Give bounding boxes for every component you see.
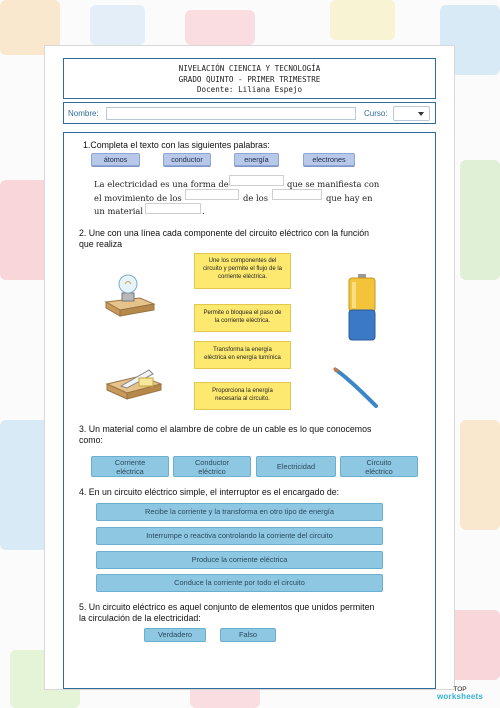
- option-button[interactable]: Conduce la corriente por todo el circuito: [96, 574, 383, 592]
- text-fragment: La electricidad es una forma de: [94, 179, 229, 189]
- question-3-title-cont: como:: [79, 435, 103, 445]
- decor-piece: [185, 10, 255, 45]
- header-teacher: Docente: Liliana Espejo: [196, 85, 303, 94]
- option-button[interactable]: [173, 456, 251, 477]
- bulb-socket-image[interactable]: [100, 268, 160, 318]
- option-text: eléctrica: [116, 467, 144, 476]
- course-dropdown[interactable]: [393, 106, 430, 121]
- question-1-title: 1.Completa el texto con las siguientes palabras:: [83, 140, 270, 150]
- option-text: Conductor: [194, 458, 230, 467]
- decor-piece: [0, 420, 50, 550]
- option-text: eléctrico: [365, 467, 393, 476]
- word-chip[interactable]: energía: [234, 153, 279, 166]
- question-2-title: 2. Une con una línea cada componente del circuito eléctrico con la función: [79, 228, 369, 238]
- option-text: Corriente: [114, 458, 146, 467]
- option-button[interactable]: [91, 456, 169, 477]
- wire-image[interactable]: [332, 366, 382, 411]
- question-4-title: 4. En un circuito eléctrico simple, el interruptor es el encargado de:: [79, 487, 340, 497]
- chevron-down-icon: [418, 112, 424, 116]
- function-text: Permite o bloquea el paso de: [203, 310, 282, 316]
- blank-input[interactable]: [185, 189, 239, 200]
- function-box[interactable]: [194, 341, 291, 369]
- option-button[interactable]: Produce la corriente eléctrica: [96, 551, 383, 569]
- option-button[interactable]: Interrumpe o reactiva controlando la corriente del circuito: [96, 527, 383, 545]
- function-box[interactable]: [194, 382, 291, 410]
- function-text: eléctrica en energía lumínica: [204, 355, 281, 362]
- text-fragment: el movimiento de los: [94, 193, 182, 203]
- word-chip[interactable]: electrones: [303, 153, 355, 166]
- function-text: Transforma la energía: [213, 347, 272, 353]
- switch-image[interactable]: [103, 366, 167, 406]
- header-subject: NIVELACIÓN CIENCIA Y TECNOLOGÍA: [178, 64, 321, 73]
- decor-piece: [90, 5, 145, 45]
- function-text: Une los componentes del: [208, 258, 277, 264]
- question-5-title-cont: la circulación de la electricidad:: [79, 613, 201, 623]
- text-fragment: que hay en: [326, 193, 373, 203]
- decor-piece: [460, 420, 500, 530]
- function-text: la corriente eléctrica.: [214, 318, 271, 325]
- blank-input[interactable]: [145, 203, 201, 214]
- text-fragment: de los: [243, 193, 268, 203]
- function-text: Proporciona la energía: [212, 388, 273, 394]
- name-input[interactable]: [106, 107, 356, 120]
- text-fragment: un material: [94, 206, 144, 216]
- function-text: necesaria al circuito.: [215, 396, 270, 403]
- blank-input[interactable]: [272, 189, 322, 200]
- false-button[interactable]: Falso: [220, 628, 276, 642]
- brand-bottom: worksheets: [437, 692, 484, 701]
- question-2-title-cont: que realiza: [79, 239, 123, 249]
- brand-logo: [437, 686, 483, 700]
- question-5-title: 5. Un circuito eléctrico es aquel conjunto de elementos que unidos permiten: [79, 602, 375, 612]
- text-fragment: .: [202, 206, 205, 216]
- option-button[interactable]: Recibe la corriente y la transforma en otro tipo de energía: [96, 503, 383, 521]
- decor-piece: [330, 0, 395, 40]
- brand-top: TOP: [453, 686, 467, 693]
- true-button[interactable]: Verdadero: [144, 628, 206, 642]
- option-text: Circuito: [366, 458, 392, 467]
- decor-piece: [460, 160, 500, 280]
- course-label: Curso:: [364, 109, 388, 118]
- worksheet-header: [63, 58, 436, 99]
- battery-image[interactable]: [345, 273, 379, 343]
- function-box[interactable]: [194, 304, 291, 332]
- option-button[interactable]: [340, 456, 418, 477]
- word-chip[interactable]: conductor: [163, 153, 211, 166]
- blank-input[interactable]: [229, 175, 284, 186]
- student-info-bar: [63, 102, 436, 124]
- function-text: circuito y permite el flujo de la: [202, 266, 283, 273]
- option-text: eléctrico: [198, 467, 226, 476]
- function-box[interactable]: [194, 253, 291, 289]
- option-text: Electricidad: [276, 462, 316, 471]
- decor-piece: [0, 180, 50, 280]
- text-fragment: que se manifiesta con: [287, 179, 380, 189]
- word-chip[interactable]: átomos: [91, 153, 140, 166]
- function-text: corriente eléctrica.: [217, 274, 268, 281]
- question-3-title: 3. Un material como el alambre de cobre de un cable es lo que conocemos: [79, 424, 372, 434]
- name-label: Nombre:: [68, 109, 99, 118]
- option-button[interactable]: [256, 456, 336, 477]
- header-grade: GRADO QUINTO - PRIMER TRIMESTRE: [178, 74, 321, 84]
